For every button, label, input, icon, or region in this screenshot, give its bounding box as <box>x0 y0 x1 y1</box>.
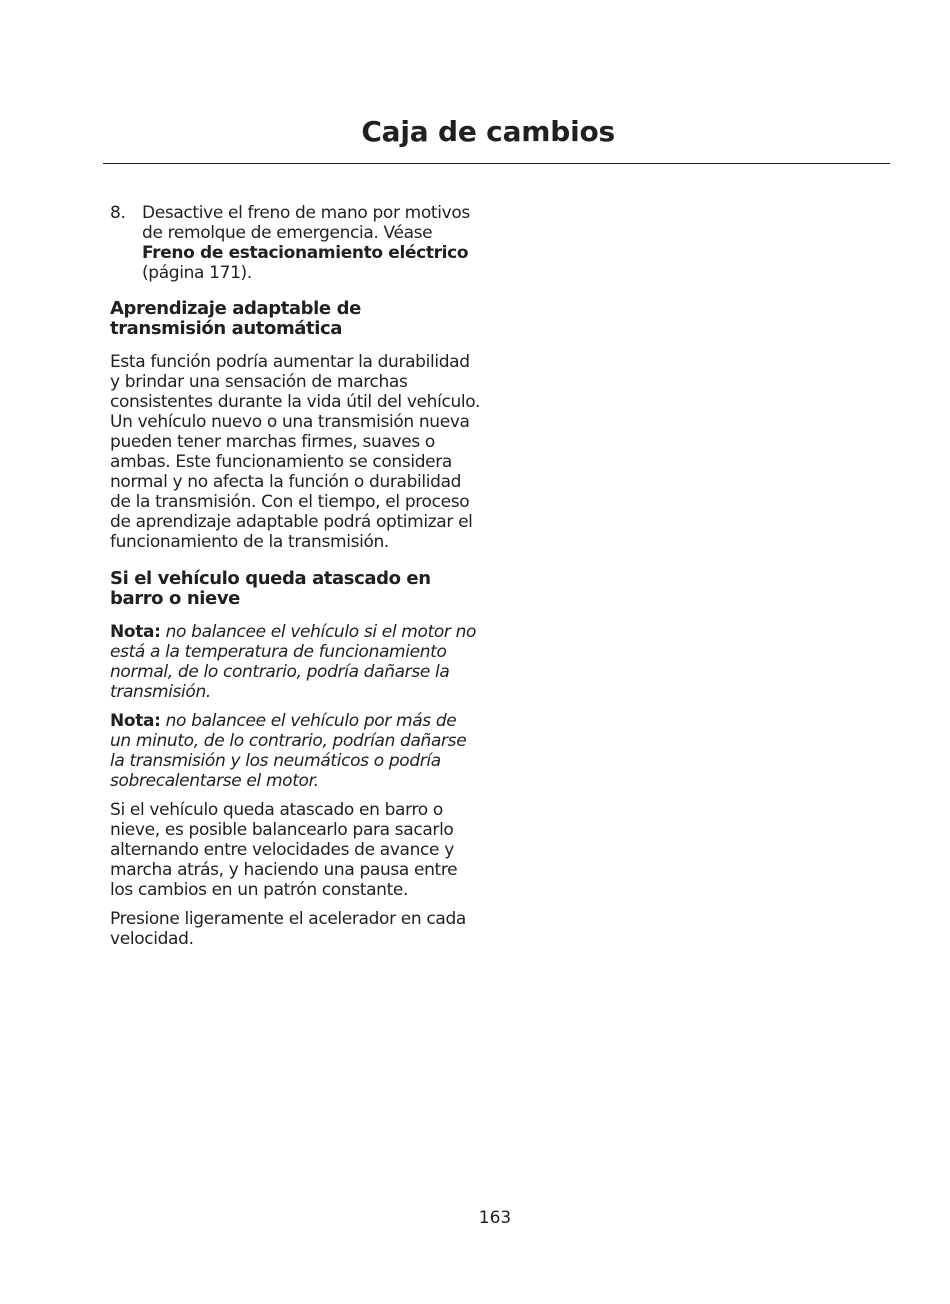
note-label: Nota: <box>110 622 161 642</box>
step-text <box>142 203 482 283</box>
content-column <box>110 203 482 958</box>
step-text-before: Desactive el freno de mano por motivos de remolque de emergencia. Véase <box>142 203 470 243</box>
note-2 <box>110 711 482 791</box>
step-number: 8. <box>110 203 126 223</box>
note-text: no balancee el vehículo por más de un minuto, de lo contrario, podrían dañarse la transmisión y los neumáticos o podría sobrecalentarse el motor. <box>110 711 467 791</box>
section-body-adaptive-learning: Esta función podría aumentar la durabilidad y brindar una sensación de marchas consistentes durante la vida útil del vehículo. Un vehículo nuevo o una transmisión nueva pueden tener marchas firmes, suaves o ambas. Este funcionamiento se considera normal y no afecta la función o durabilidad de la transmisión. Con el tiempo, el proceso de aprendizaje adaptable podrá optimizar el funcionamiento de la transmisión. <box>110 352 481 552</box>
page-title: Caja de cambios <box>361 115 615 148</box>
header-divider <box>103 163 890 164</box>
paragraph-rocking: Si el vehículo queda atascado en barro o nieve, es posible balancearlo para sacarlo alternando entre velocidades de avance y marcha atrás, y haciendo una pausa entre los cambios en un patrón constante. <box>110 800 458 900</box>
cross-reference-link[interactable]: Freno de estacionamiento eléctrico <box>142 243 469 263</box>
note-text: no balancee el vehículo si el motor no está a la temperatura de funcionamiento normal, de lo contrario, podría dañarse la transmisión. <box>110 622 477 702</box>
paragraph-accelerator: Presione ligeramente el acelerador en cada velocidad. <box>110 909 466 949</box>
section-heading-adaptive-learning: Aprendizaje adaptable de transmisión automática <box>110 298 361 339</box>
note-label: Nota: <box>110 711 161 731</box>
section-heading-stuck-vehicle: Si el vehículo queda atascado en barro o nieve <box>110 568 431 609</box>
note-1 <box>110 622 482 702</box>
page-number: 163 <box>478 1208 512 1228</box>
step-8 <box>110 203 482 283</box>
step-text-after: (página 171). <box>142 263 252 283</box>
